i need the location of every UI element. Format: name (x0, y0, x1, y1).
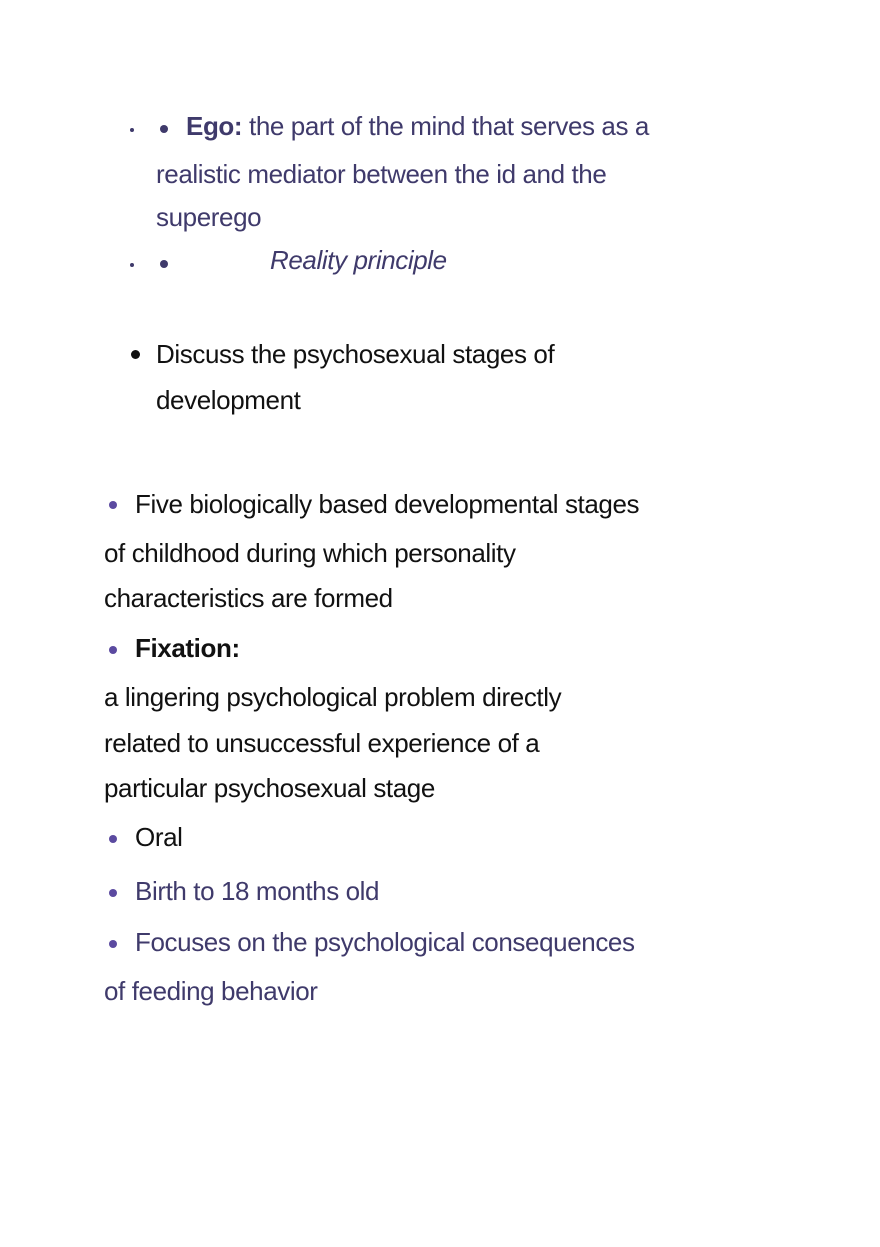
discuss-heading: Discuss the psychosexual stages of (156, 339, 555, 369)
bullet-icon (109, 501, 117, 509)
bullet-icon (130, 128, 134, 132)
ego-term: Ego: (186, 111, 243, 141)
oral-age-range: Birth to 18 months old (135, 876, 380, 906)
fixation-definition: a lingering psychological problem directly (104, 682, 562, 712)
bullet-icon (109, 889, 117, 897)
fixation-definition-cont: particular psychosexual stage (104, 773, 435, 803)
five-stages-text-cont: characteristics are formed (104, 583, 393, 613)
five-stages-text: Five biologically based developmental stages (135, 489, 640, 519)
oral-focus: Focuses on the psychological consequences (135, 927, 635, 957)
bullet-icon (109, 940, 117, 948)
ego-definition-cont: realistic mediator between the id and the (156, 159, 607, 189)
five-stages-text-cont: of childhood during which personality (104, 538, 516, 568)
fixation-definition-cont: related to unsuccessful experience of a (104, 728, 540, 758)
fixation-term (135, 633, 240, 663)
bullet-icon (160, 125, 168, 133)
reality-principle (270, 245, 447, 275)
fixation-label: Fixation: (135, 633, 240, 663)
oral-stage: Oral (135, 822, 183, 852)
bullet-icon (109, 835, 117, 843)
bullet-icon (160, 260, 168, 268)
discuss-heading-cont: development (156, 385, 301, 415)
ego-definition-cont: superego (156, 202, 262, 232)
bullet-icon (109, 646, 117, 654)
bullet-icon (130, 263, 134, 267)
oral-focus-cont: of feeding behavior (104, 976, 318, 1006)
reality-text: Reality principle (270, 245, 447, 275)
ego-line (186, 111, 649, 141)
ego-definition: the part of the mind that serves as a (242, 111, 649, 141)
bullet-icon (131, 350, 140, 359)
